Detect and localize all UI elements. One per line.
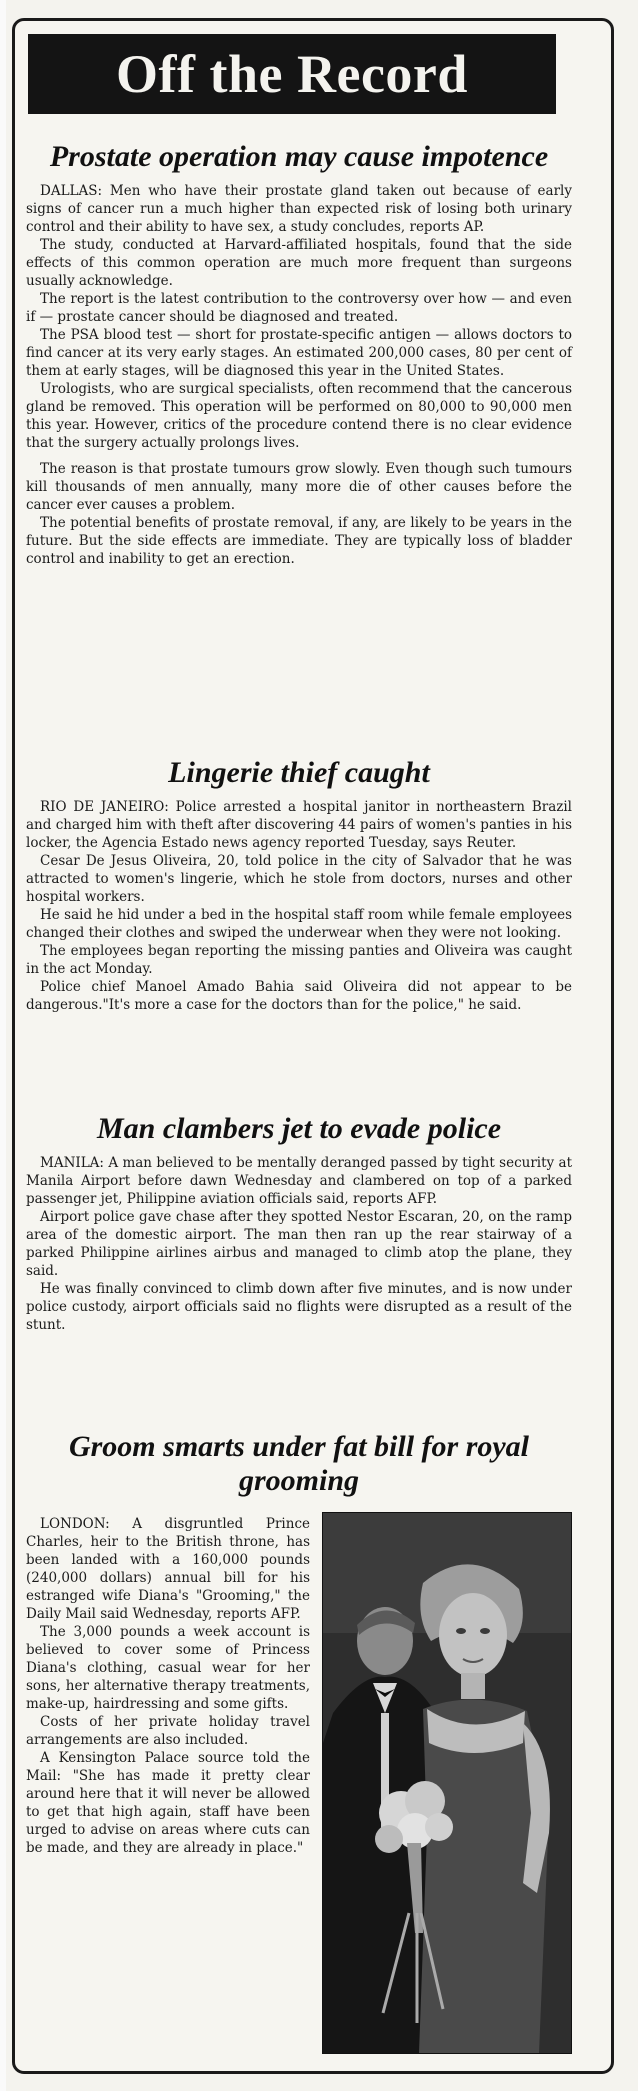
story-paragraph: Urologists, who are surgical specialists, often recommend that the cancerous gland be removed. This operation will be performed on 80,000 to 90,000 men this year. However, critics of the procedure contend there is no clear evidence that the surgery actually prolongs lives. (26, 381, 572, 451)
story-paragraph: Airport police gave chase after they spotted Nestor Escaran, 20, on the ramp area of the domestic airport. The man then ran up the rear stairway of a parked Philippine airlines airbus and managed to climb atop the plane, they said. (26, 1209, 572, 1279)
story-paragraph: The potential benefits of prostate removal, if any, are likely to be years in the future. But the side effects are immediate. They are typically loss of bladder control and inability to get an erection. (26, 515, 572, 567)
story-paragraph: He said he hid under a bed in the hospital staff room while female employees changed their clothes and swiped the underwear when they were not looking. (26, 907, 572, 941)
story-paragraph: MANILA: A man believed to be mentally deranged passed by tight security at Manila Airport before dawn Wednesday and clambered on top of a parked passenger jet, Philippine aviation officials said, reports AFP. (26, 1155, 572, 1207)
story-paragraph: The study, conducted at Harvard-affiliated hospitals, found that the side effects of this common operation are much more frequent than surgeons usually acknowledge. (26, 237, 572, 289)
story-paragraph: DALLAS: Men who have their prostate gland taken out because of early signs of cancer run a much higher than expected risk of losing both urinary control and their ability to have sex, a study concludes, reports AP. (26, 183, 572, 235)
story-paragraph: He was finally convinced to climb down after five minutes, and is now under police custody, airport officials said no flights were disrupted as a result of the stunt. (26, 1281, 572, 1333)
story-headline: Man clambers jet to evade police (96, 1112, 502, 1145)
story-paragraph: The employees began reporting the missing panties and Oliveira was caught in the act Monday. (26, 943, 572, 977)
masthead-title: Off the Record (116, 44, 468, 104)
story-paragraph: The reason is that prostate tumours grow slowly. Even though such tumours kill thousands of men annually, many more die of other causes before the cancer ever causes a problem. (26, 461, 572, 513)
story-lingerie (26, 756, 572, 1014)
story-groom-header (26, 1430, 572, 1506)
masthead-banner (28, 34, 556, 114)
story-headline: Prostate operation may cause impotence (49, 140, 549, 173)
page-edge (0, 0, 6, 2091)
royal-couple-photo (322, 1512, 572, 2054)
story-paragraph: Costs of her private holiday travel arrangements are also included. (26, 1714, 310, 1748)
story-groom-body (26, 1515, 310, 1857)
story-paragraph: RIO DE JANEIRO: Police arrested a hospital janitor in northeastern Brazil and charged him with theft after discovering 44 pairs of women's panties in his locker, the Agencia Estado news agency reported Tuesday, says Reuter. (26, 799, 572, 851)
story-paragraph: LONDON: A disgruntled Prince Charles, heir to the British throne, has been landed with a 160,000 pounds (240,000 dollars) annual bill for his estranged wife Diana's "Grooming," the Daily Mail said Wednesday, reports AFP. (26, 1516, 310, 1622)
story-paragraph: A Kensington Palace source told the Mail: "She has made it pretty clear around here that it will never be allowed to get that high again, staff have been urged to advise on areas where cuts can be made, and they are already in place." (26, 1750, 310, 1856)
story-headline: Groom smarts under fat bill for royal grooming (68, 1430, 530, 1497)
story-paragraph: The PSA blood test — short for prostate-specific antigen — allows doctors to find cancer at its very early stages. An estimated 200,000 cases, 80 per cent of them at early stages, will be diagnosed this year in the United States. (26, 327, 572, 379)
story-paragraph: The 3,000 pounds a week account is believed to cover some of Princess Diana's clothing, casual wear for her sons, her alternative therapy treatments, make-up, hairdressing and some gifts. (26, 1624, 310, 1712)
story-headline: Lingerie thief caught (168, 756, 430, 789)
story-paragraph: The report is the latest contribution to the controversy over how — and even if — prostate cancer should be diagnosed and treated. (26, 291, 572, 325)
story-paragraph: Cesar De Jesus Oliveira, 20, told police in the city of Salvador that he was attracted to women's lingerie, which he stole from doctors, nurses and other hospital workers. (26, 853, 572, 905)
story-prostate (26, 140, 572, 568)
story-paragraph: Police chief Manoel Amado Bahia said Oliveira did not appear to be dangerous."It's more a case for the doctors than for the police," he said. (26, 979, 572, 1013)
story-manila (26, 1112, 572, 1334)
